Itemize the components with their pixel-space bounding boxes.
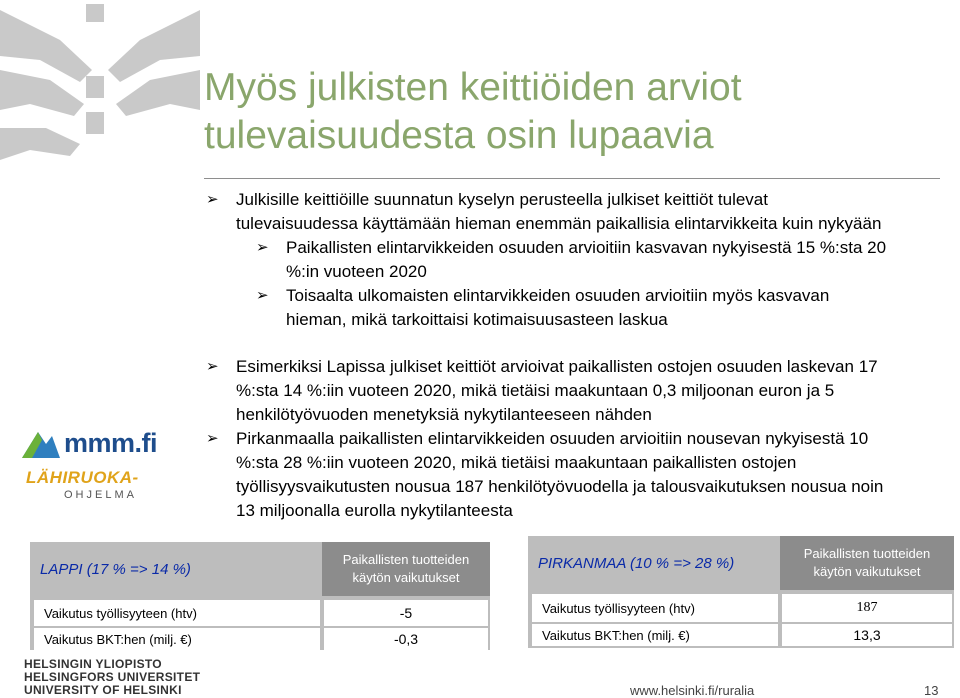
page-title: [204, 64, 944, 160]
bullet-text: Pirkanmaalla paikallisten elintarvikkeiden osuuden arvioitiin nousevan nykyisestä 10: [236, 429, 869, 448]
lahiruoka-logo-text: LÄHIRUOKA-: [26, 468, 139, 487]
university-name-en: UNIVERSITY OF HELSINKI: [24, 683, 182, 697]
bullet-text: 13 miljoonalla eurolla nykytilanteesta: [236, 501, 513, 520]
lappi-row-value-text: -0,3: [393, 631, 419, 647]
pirkanmaa-region-cell: [528, 536, 780, 590]
university-flame-logo: [0, 0, 200, 200]
bullet-text: tulevaisuudessa käyttämään hieman enemmän paikallisia elintarvikkeita kuin nykyään: [236, 214, 882, 233]
lappi-row-value-text: -5: [399, 605, 413, 621]
pirkanmaa-bottom-border: [528, 646, 954, 648]
bullet-text: Julkisille keittiöille suunnatun kyselyn perusteella julkiset keittiöt tulevat: [236, 190, 768, 209]
pirkanmaa-row-value-text: 187: [856, 600, 878, 615]
page-number: 13: [924, 683, 939, 698]
pirkanmaa-row-label-text: Vaikutus työllisyyteen (htv): [542, 600, 695, 616]
lappi-region-label: LAPPI (17 % => 14 %): [40, 560, 191, 578]
lappi-region-cell: [30, 542, 322, 596]
bullet-text: Paikallisten elintarvikkeiden osuuden arvioitiin kasvavan nykyisestä 15 %:sta 20: [286, 238, 887, 257]
lappi-row-label-text: Vaikutus työllisyyteen (htv): [44, 605, 197, 621]
bullet-text: Toisaalta ulkomaisten elintarvikkeiden osuuden arvioitiin myös kasvavan: [286, 286, 830, 305]
lahiruoka-logo: [24, 468, 154, 508]
footer-url: www.helsinki.fi/ruralia: [630, 683, 755, 698]
bullet-text: %:in vuoteen 2020: [286, 262, 427, 281]
lappi-row-label-text: Vaikutus BKT:hen (milj. €): [44, 631, 192, 647]
pirkanmaa-mid-border: [778, 590, 782, 646]
bullet-arrow-icon: ➢: [206, 430, 219, 447]
pirkanmaa-row-value: [782, 624, 952, 646]
title-line-1: Myös julkisten keittiöiden arviot: [204, 66, 742, 109]
pirkanmaa-row-label: [532, 624, 778, 646]
bullet-arrow-icon: ➢: [206, 358, 219, 375]
bullet-text: hieman, mikä tarkoittaisi kotimaisuusasteen laskua: [286, 310, 668, 329]
lappi-right-border: [488, 596, 490, 650]
bullet-text: %:sta 14 %:iin vuoteen 2020, mikä tietäisi maakuntaan 0,3 miljoonan euron ja 5: [236, 381, 835, 400]
pirkanmaa-left-border: [528, 590, 532, 646]
university-name-sv: HELSINGFORS UNIVERSITET: [24, 670, 201, 684]
lappi-row-value: [324, 600, 488, 626]
title-line-2: tulevaisuudesta osin lupaavia: [204, 114, 714, 157]
pirkanmaa-row-label: [532, 594, 778, 622]
bullet-text: Esimerkiksi Lapissa julkiset keittiöt arvioivat paikallisten ostojen osuuden laskevan 17: [236, 357, 878, 376]
lappi-row-label: [34, 600, 320, 626]
bullet-text: henkilötyövuoden menetyksiä nykytilanteeseen nähden: [236, 405, 652, 424]
title-divider: [204, 178, 940, 179]
pirkanmaa-row-value-text: 13,3: [853, 627, 881, 643]
university-name-fi: HELSINGIN YLIOPISTO: [24, 657, 162, 671]
bullet-arrow-icon: ➢: [256, 239, 269, 256]
bullet-arrow-icon: ➢: [206, 191, 219, 208]
lappi-row-value: [324, 628, 488, 650]
bullet-text: %:sta 28 %:iin vuoteen 2020, mikä tietäisi maakuntaan paikallisten ostojen: [236, 453, 797, 472]
pirkanmaa-header-cell: [780, 536, 954, 590]
lappi-left-border: [30, 596, 34, 650]
pirkanmaa-row-label-text: Vaikutus BKT:hen (milj. €): [542, 627, 690, 643]
lappi-header-cell: [322, 542, 490, 596]
university-name: [24, 658, 200, 697]
lahiruoka-logo-subtext: OHJELMA: [64, 489, 137, 501]
mmm-logo: [20, 426, 158, 462]
pirkanmaa-right-border: [952, 590, 954, 646]
pirkanmaa-header-label: Paikallisten tuotteiden käytön vaikutukset: [803, 546, 931, 579]
bullet-arrow-icon: ➢: [256, 287, 269, 304]
bullet-text: työllisyysvaikutusten nousua 187 henkilötyövuodella ja talousvaikutuksen nousua noin: [236, 477, 884, 496]
lappi-header-label: Paikallisten tuotteiden käytön vaikutukset: [342, 552, 470, 585]
pirkanmaa-row-value: [782, 594, 952, 622]
lappi-mid-border: [320, 596, 324, 650]
mmm-mountain-icon: [20, 428, 62, 460]
pirkanmaa-region-label: PIRKANMAA (10 % => 28 %): [538, 554, 735, 572]
lappi-row-label: [34, 628, 320, 650]
mmm-logo-text: mmm.fi: [64, 428, 158, 458]
